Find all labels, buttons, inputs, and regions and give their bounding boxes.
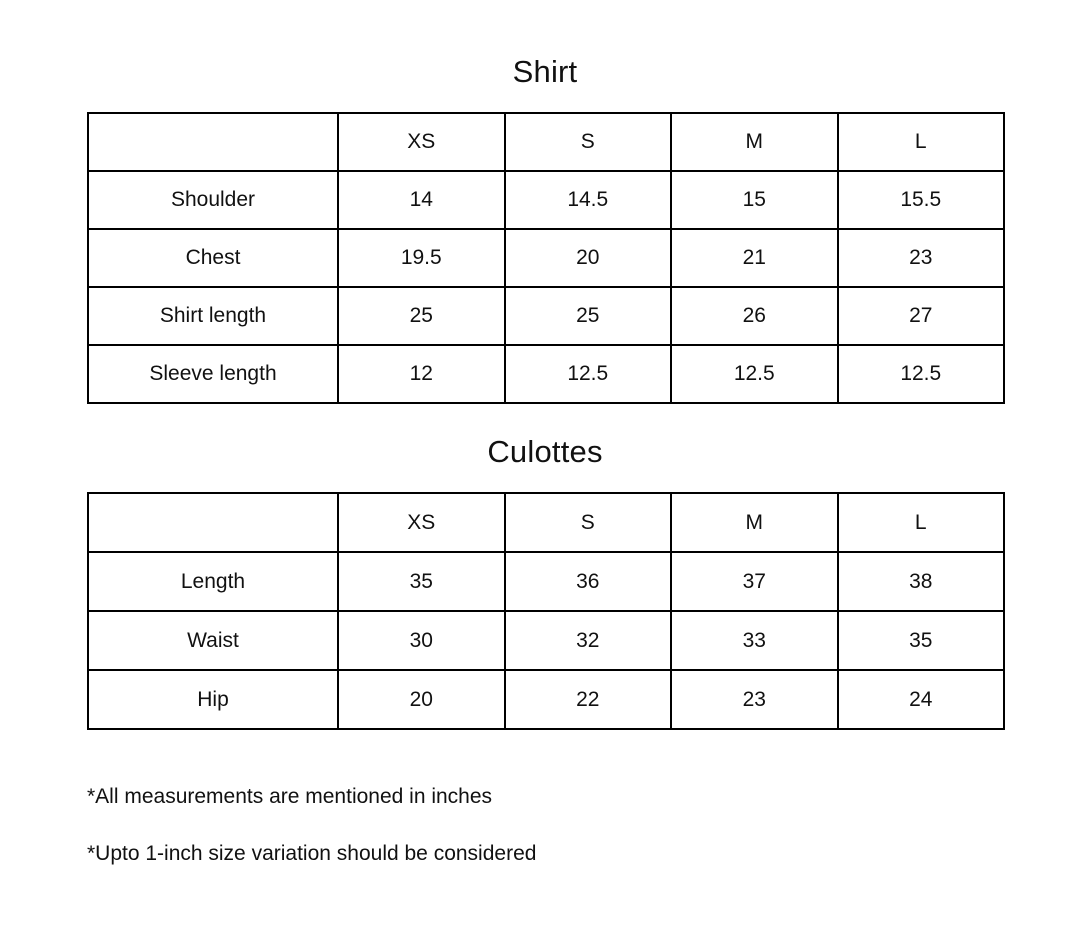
spacer [0,470,1090,492]
table-header-row [88,113,1004,171]
culottes-waist-m: 33 [671,611,838,670]
culottes-header-m: M [671,493,838,552]
culottes-header-xs: XS [338,493,505,552]
culottes-header-s: S [505,493,672,552]
shirt-sleeve-m: 12.5 [671,345,838,403]
note-measurements-inches: *All measurements are mentioned in inches [87,785,493,808]
table-header-row [88,493,1004,552]
page-title-culottes: Culottes [487,434,603,469]
shirt-shoulder-s: 14.5 [505,171,672,229]
shirt-shoulder-xs: 14 [338,171,505,229]
culottes-length-m: 37 [671,552,838,611]
shirt-table-wrap [0,112,1090,404]
shirt-shoulder-m: 15 [671,171,838,229]
shirt-length-xs: 25 [338,287,505,345]
shirt-size-table [87,112,1005,404]
shirt-length-l: 27 [838,287,1005,345]
table-row [88,611,1004,670]
shirt-length-m: 26 [671,287,838,345]
shirt-sleeve-l: 12.5 [838,345,1005,403]
shirt-shoulder-l: 15.5 [838,171,1005,229]
shirt-chest-l: 23 [838,229,1005,287]
culottes-size-table [87,492,1005,730]
culottes-row-label-hip: Hip [88,670,338,729]
culottes-waist-s: 32 [505,611,672,670]
culottes-waist-l: 35 [838,611,1005,670]
shirt-header-s: S [505,113,672,171]
shirt-sleeve-s: 12.5 [505,345,672,403]
shirt-row-label-chest: Chest [88,229,338,287]
spacer [0,90,1090,112]
table-row [88,171,1004,229]
shirt-table-body [88,171,1004,403]
culottes-hip-s: 22 [505,670,672,729]
table-row [88,229,1004,287]
shirt-chest-m: 21 [671,229,838,287]
shirt-chest-xs: 19.5 [338,229,505,287]
table-row [88,287,1004,345]
culottes-hip-xs: 20 [338,670,505,729]
culottes-table-header [88,493,1004,552]
shirt-header-corner [88,113,338,171]
culottes-table-body [88,552,1004,729]
culottes-table-wrap [0,492,1090,730]
culottes-row-label-waist: Waist [88,611,338,670]
table-row [88,552,1004,611]
note-size-variation: *Upto 1-inch size variation should be considered [87,842,537,866]
culottes-hip-m: 23 [671,670,838,729]
shirt-sleeve-xs: 12 [338,345,505,403]
culottes-length-s: 36 [505,552,672,611]
culottes-header-corner [88,493,338,552]
shirt-chest-s: 20 [505,229,672,287]
shirt-header-l: L [838,113,1005,171]
shirt-length-s: 25 [505,287,672,345]
shirt-header-xs: XS [338,113,505,171]
culottes-length-xs: 35 [338,552,505,611]
shirt-header-m: M [671,113,838,171]
culottes-hip-l: 24 [838,670,1005,729]
culottes-waist-xs: 30 [338,611,505,670]
shirt-row-label-sleeve-length: Sleeve length [88,345,338,403]
culottes-header-l: L [838,493,1005,552]
culottes-row-label-length: Length [88,552,338,611]
table-row [88,345,1004,403]
shirt-row-label-shirt-length: Shirt length [88,287,338,345]
page-title-shirt: Shirt [512,54,578,89]
culottes-length-l: 38 [838,552,1005,611]
shirt-table-header [88,113,1004,171]
notes-section [0,784,1090,866]
shirt-row-label-shoulder: Shoulder [88,171,338,229]
table-row [88,670,1004,729]
